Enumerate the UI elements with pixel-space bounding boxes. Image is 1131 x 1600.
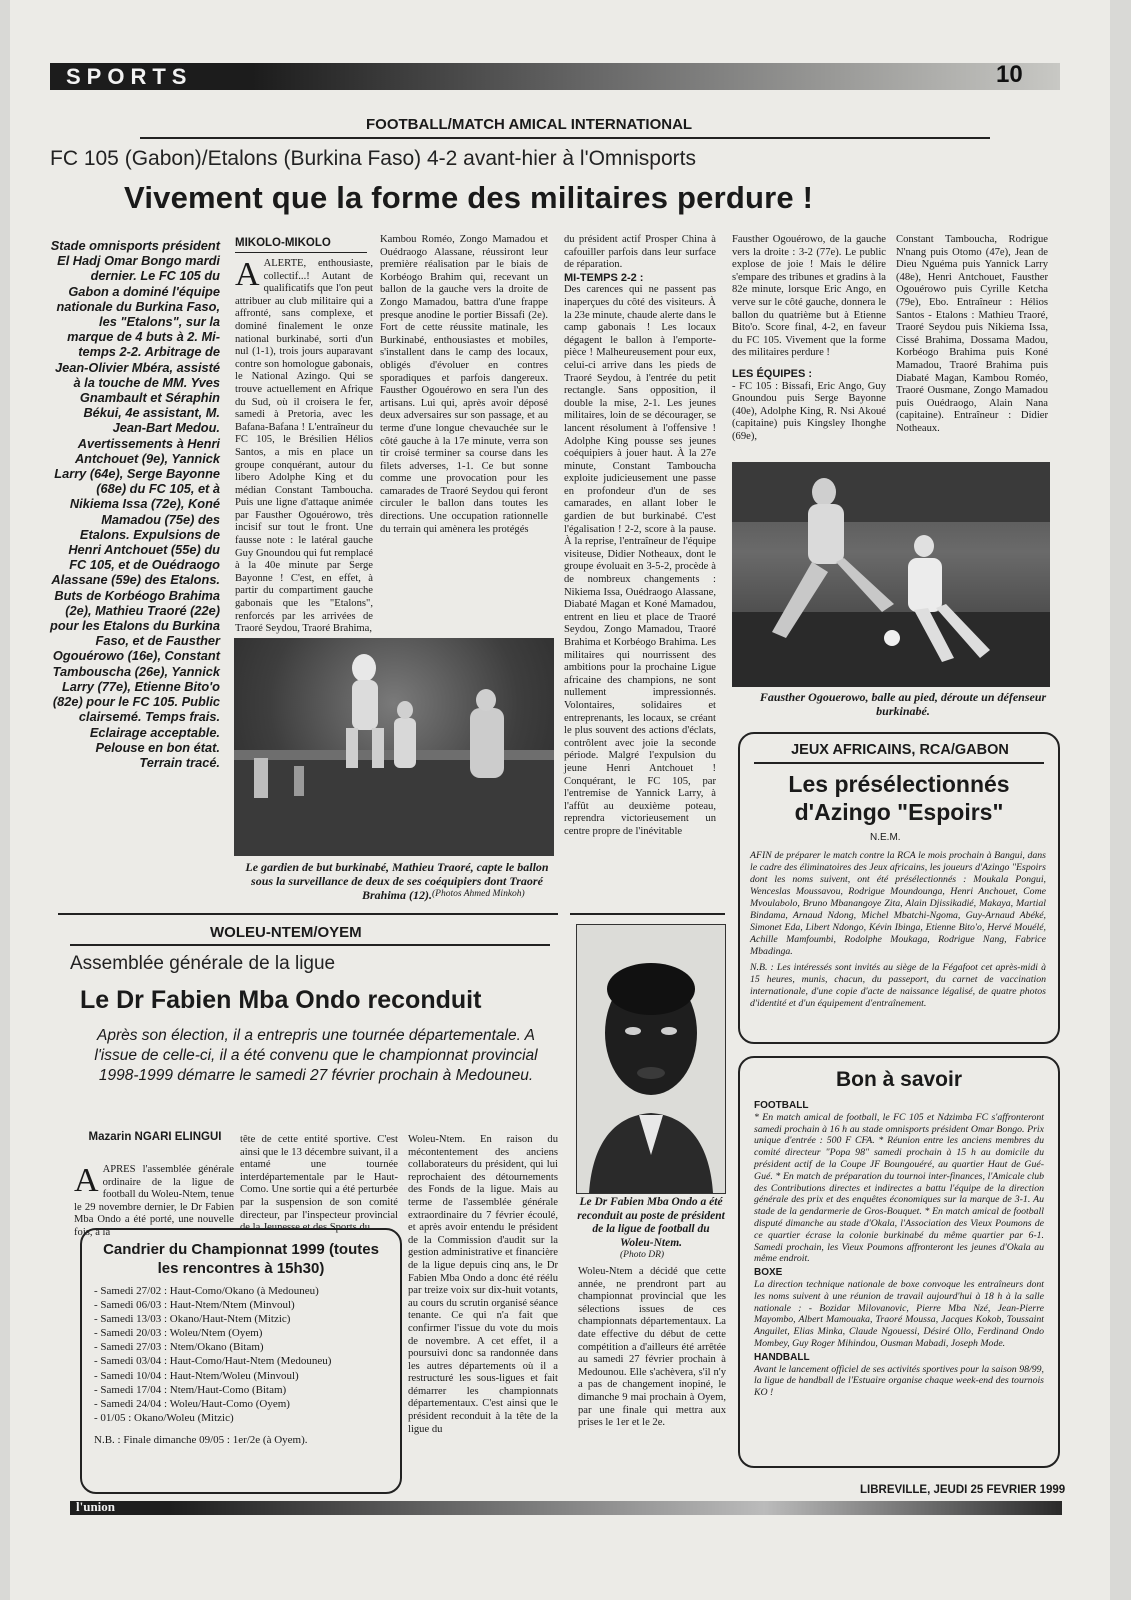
calendar-row: - Samedi 06/03 : Haut-Ntem/Ntem (Minvoul) bbox=[94, 1299, 295, 1312]
calendar-row: - Samedi 17/04 : Ntem/Haut-Como (Bitam) bbox=[94, 1383, 287, 1396]
match-photo-goalkeeper bbox=[234, 638, 554, 856]
article-column-4: Fausther Ogouérowo, de la gauche vers la droite : 3-2 (77e). Le public explose de joie ! Mais le délire s'empare des tribunes et gradins à la 82e minute, lorsque Eric Ango, en verve sur le côté gauche, donnera le ballon du quatrième but à Etienne Bito'o. Score final, 4-2, en faveur du FC 105. Vivement que la forme des militaires perdure ! LES ÉQUIPES : - FC 105 : Bissafi, Eric Ango, Guy Gnoundou puis Serge Bayonne (40e), Adolphe King, R. Nsi Akoué (capitaine) puis Kingsley Ihonghe (69e), bbox=[732, 234, 886, 442]
article-column-5: Constant Tamboucha, Rodrigue N'nang puis Otomo (47e), Jean de Dieu Nguéma puis Yannick Larry (48e), Henri Antchouet, Fausther Ogouérowo puis Cyrille Ketcha (79e), Ebo. Entraîneur : Hélios Santos - Etalons : Mathieu Traoré, Traoré Seydou puis Nikiema Issa, Cissé Brahima, Dossama Madou, Korbéogo Brahima puis Koné Mamadou, Traoré Brahima puis Diabaté Magan, Kambou Roméo, Traoré Ousmane, Zongo Mamadou puis Ouédraogo, Alain Nana (capitaine). Entraîneur : Didier Notheaux. bbox=[896, 234, 1048, 434]
byline: MIKOLO-MIKOLO bbox=[235, 237, 331, 249]
jeux-africains-title: Les présélectionnés d'Azingo "Espoirs" bbox=[788, 771, 1010, 825]
page-number: 10 bbox=[996, 61, 1023, 88]
calendar-row: - Samedi 27/02 : Haut-Como/Okano (à Medouneu) bbox=[94, 1285, 319, 1297]
woleu-kicker-rule bbox=[70, 944, 550, 946]
portrait-photo bbox=[576, 924, 726, 1194]
photo-credit-goalkeeper: (Photos Ahmed Minkoh) bbox=[432, 889, 525, 899]
article-column-2: Kambou Roméo, Zongo Mamadou et Ouédraogo Alassane, réussiront leur première réalisation par le biais de Korbéogo Brahim qui, recevant un ballon de la gauche vers la droite de Zongo Mamadou, battra d'une frappe presque anodine le portier Bissafi (2e). Fort de cette réussite matinale, les Burkinabé, enthousiastes et mobiles, s'installent dans le camp des locaux, obligés d'évoluer en contres sporadiques et parfois dangereux. Fausther Ogouérowo en sera l'un des artisans. Lui qui, après avoir déposé deux adversaires sur son passage, et au terme d'une longue chevauchée sur le côté gauche à la 17e minute, verra son tir croisé terminer sa course dans les filets adverses, 1-1. Ce but sonne comme une provocation pour les camarades de Traoré Seydou qui feront circuler le ballon dans toutes les directions. Une occupation rationnelle du terrain qui amènera les protégés bbox=[380, 234, 548, 535]
woleu-ntem-title: Le Dr Fabien Mba Ondo reconduit bbox=[80, 986, 482, 1014]
jeux-africains-note: N.B. : Les intéressés sont invités au siège de la Fégafoot cet après-midi à 15 heures, munis, chacun, du passeport, du carnet de vaccination internationale, d'une copie d'acte de naissance légalisé, de quatre photos d'identité et d'un équipement d'entraînement. bbox=[750, 962, 1046, 1009]
football-items: * En match amical de football, le FC 105 et Ndzimba FC s'affronteront samedi prochain à 16 h au stade omnisports président Omar Bongo. Prix unique d'entrée : 500 F CFA. * Réunion entre les anciens membres du comité directeur "Popa 98" samedi prochain à 15 h au domicile du président actif de la Coupe JF Boungouéré, au quartier Haut de Gué-Gué. * En match de préparation du tournoi inter-finances, l'Amicale club des Contributions directes et indirectes a battu l'équipe de la direction générale des prix et des enquêtes économiques sur la marque de 3-1. Au stade de la gendarmerie de Gros-Bouquet. * En match amical de football disputé dimanche au stade d'Okala, l'Association des Vieux Poumons de ce quartier écrase la colonie burkinabé du même quartier par 6-1. Samedi prochain, les Vieux Poumons affronteront les jeunes d'Okala au même endroit. bbox=[754, 1111, 1044, 1265]
right-section-divider bbox=[570, 913, 725, 915]
footer-dateline: LIBREVILLE, JEUDI 25 FEVRIER 1999 bbox=[860, 1484, 1066, 1496]
boxe-heading: BOXE bbox=[754, 1267, 783, 1279]
calendar-row: - Samedi 03/04 : Haut-Como/Haut-Ntem (Medouneu) bbox=[94, 1355, 332, 1368]
teams-heading: LES ÉQUIPES : bbox=[732, 367, 813, 380]
photo-caption-dribble: Fausther Ogouerowo, balle au pied, déroute un défenseur burkinabé. bbox=[759, 690, 1047, 718]
calendar-row: - Samedi 10/04 : Haut-Ntem/Woleu (Minvoul) bbox=[94, 1369, 299, 1382]
article-column-1: AALERTE, enthousiaste, collectif...! Autant de qualificatifs que l'on peut attribuer au club militaire qui a affronté, sans complexe, et dominé finalement le onze national burkinabé, sorti d'un nul (1-1), trois jours auparavant contre son homologue gabonais, le National Azingo. Qui se trouve actuellement en Afrique du Sud, où il croisera le fer, samedi à Pretoria, avec les Bafana-Bafana ! L'entraîneur du FC 105, le Brésilien Hélios Santos, a mis en place un groupe conquérant, autour du libero Adolphe King et du médian Constant Tamboucha. Puis une ligne d'attaque animée par Fausther Ogouérowo, très incisif sur tout le front. Une fausse note : le latéral gauche Guy Gnoundou qui fut remplacé à la 40e minute par Serge Bayonne ! C'est, en effet, à partir du compartiment gauche gabonais que les "Etalons", renforcés par les arrivées de Traoré Seydou, Traoré Brahima, bbox=[235, 256, 373, 635]
woleu-column-2: tête de cette entité sportive. C'est ainsi que le 13 décembre suivant, il a entamé une tournée interdépartementale par le Haut-Como. Une sortie qui a été perturbée par la suspension de son comité directeur, par l'inspecteur provincial de la Jeunesse et des Sports du bbox=[240, 1134, 398, 1234]
football-heading: FOOTBALL bbox=[754, 1100, 809, 1111]
calendar-row: - Samedi 13/03 : Okano/Haut-Ntem (Mitzic) bbox=[94, 1313, 291, 1326]
kicker-rule bbox=[140, 137, 990, 139]
woleu-ntem-lead: Après son élection, il a entrepris une tournée départementale. A l'issue de celle-ci, il a été convenu que le championnat provincial 1998-1999 démarre le samedi 27 février prochain à Medouneu. bbox=[94, 1027, 538, 1084]
calendar-row: - Samedi 20/03 : Woleu/Ntem (Oyem) bbox=[94, 1327, 263, 1340]
woleu-ntem-kicker: WOLEU-NTEM/OYEM bbox=[210, 924, 362, 941]
calendar-title: Candrier du Championnat 1999 (toutes les rencontres à 15h30) bbox=[103, 1241, 379, 1277]
portrait-credit: (Photo DR) bbox=[620, 1250, 665, 1260]
article-subtitle: FC 105 (Gabon)/Etalons (Burkina Faso) 4-2 avant-hier à l'Omnisports bbox=[50, 147, 696, 170]
calendar-note: N.B. : Finale dimanche 09/05 : 1er/2e (à Oyem). bbox=[94, 1433, 308, 1446]
calendar-row: - 01/05 : Okano/Woleu (Mitzic) bbox=[94, 1411, 234, 1424]
byline-rule bbox=[235, 252, 367, 253]
section-label: SPORTS bbox=[66, 64, 193, 89]
masthead-logo: l'union bbox=[76, 1499, 116, 1514]
mi-temps-subhead: MI-TEMPS 2-2 : bbox=[564, 271, 644, 284]
photo-caption-goalkeeper: Le gardien de but burkinabé, Mathieu Traoré, capte le ballon sous la surveillance de deux de ses coéquipiers dont Traoré Brahima (12). bbox=[245, 860, 549, 902]
article-column-3: du président actif Prosper China à cafouiller parfois dans leur surface de réparation. MI-TEMPS 2-2 : Des carences qui ne passent pas inaperçues du côté des visiteurs. À la 23e minute, chaude alerte dans le camp gabonais ! Les locaux dégagent le ballon à l'emporte-pièce ! Malheureusement pour eux, celui-ci arrive dans les pieds de Traoré Seydou, à l'entrée du petit rectangle. Sans opposition, il double la mise, 2-1. Les jeunes militaires, loin de se décourager, se lancent résolument à l'offensive ! Adolphe King pousse ses jeunes coéquipiers à jouer haut. À la 27e minute, Constant Tamboucha exploite judicieusement une passe en profondeur d'un de ses camarades, en allant lober le gardien de but burkinabé. C'est l'égalisation ! 2-2, score à la pause. À la reprise, l'entraîneur de l'équipe visiteuse, Didier Notheaux, dont le groupe évoluait en 3-5-2, procède à de nombreux changements : Nikiema Issa, Ouédraogo Alassane, Diabaté Magan et Koné Mamadou, entrent en lieu et place de Traoré Seydou, Zongo Mamadou, Traoré Brahima et Korbéogo Brahima. Les militaires qui nourrissent des ambitions pour la prochaine Ligue africaine des champions, ne sont nullement impressionnés. Volontaires, solidaires et entreprenants, les locaux, se créant le plus souvent des actions d'éclats, contrôlent avec joie la seconde période. Malgré l'expulsion du jeune Henri Antchouet ! Conquérant, le FC 105, par l'entremise de Yannick Larry, à l'affût au deuxième poteau, reprendra victorieusement un centre propre de l'inévitable bbox=[564, 234, 716, 837]
woleu-column-1: AAPRES l'assemblée générale ordinaire de la ligue de football du Woleu-Ntem, tenue le 29 novembre dernier, le Dr Fabien Mba Ondo a été porté, une nouvelle fois, à la bbox=[74, 1162, 234, 1238]
handball-heading: HANDBALL bbox=[754, 1351, 810, 1363]
footer-bar bbox=[70, 1501, 1062, 1515]
portrait-graphic bbox=[577, 925, 725, 1193]
calendar-rows bbox=[94, 1284, 392, 1447]
woleu-column-4: Woleu-Ntem a décidé que cette année, ne prendront part au championnat provincial que les sélections issues de ces championnats départementaux. La date effective du début de cette compétition a d'ailleurs été arrêtée au samedi 27 février prochain à Medounou. Elle s'achèvera, s'il n'y a pas de changement inopiné, le dimanche 9 mai prochain à Oyem, par une finale qui mettra aux prises le 1er et le 2e. bbox=[578, 1266, 726, 1429]
jeux-africains-body: AFIN de préparer le match contre la RCA le mois prochain à Bangui, dans le cadre des éliminatoires des Jeux africains, les joueurs d'Azingo "Espoirs dont les noms suivent, ont été présélectionnés : Moukala Pongui, Wenceslas Moussavou, Rodrigue Moundounga, Henri Anchouet, Come Mvoulabolo, Bruno Mbanangoye Zita, Alain Djissikadié, Makaya, Martial Bindama, Arnaud Ndong, Michel Mbatchi-Ngoma, Guy-Arnaud Abéké, Simonet Eda, Libert Ndongo, Kévin Ibinga, Etienne Bito'o, Hervé Mouélé, Achille Mamfoumbi, Rodolphe Moukaga, Rodrigue Nang, Fabrice Mbadinga. bbox=[750, 850, 1046, 957]
match-summary: Stade omnisports président El Hadj Omar Bongo mardi dernier. Le FC 105 du Gabon a dominé l'équipe nationale du Burkina Faso, les "Etalons", sur la marque de 4 buts à 2. Mi-temps 2-2. Arbitrage de Jean-Olivier Mbéra, assisté à la touche de MM. Yves Gnambault et Séraphin Békui, 4e assistant, M. Jean-Bart Medou. Avertissements à Henri Antchouet (9e), Yannick Larry (64e), Serge Bayonne (68e) du FC 105, et à Nikiema Issa (72e), Koné Mamadou (75e) des Etalons. Expulsions de Henri Antchouet (55e) du FC 105, et de Ouédraogo Alassane (59e) des Etalons. Buts de Korbéogo Brahima (2e), Mathieu Traoré (22e) pour les Etalons du Burkina Faso, et de Fausther Ogouérowo (16e), Constant Tambouscha (26e), Yannick Larry (77e), Etienne Bito'o (82e) pour le FC 105. Public clairsemé. Temps frais. Eclairage acceptable. Pelouse en bon état. Terrain tracé. bbox=[50, 238, 220, 770]
bon-a-savoir-body bbox=[754, 1100, 1044, 1460]
newspaper-page bbox=[10, 0, 1110, 1600]
article-kicker: FOOTBALL/MATCH AMICAL INTERNATIONAL bbox=[366, 116, 693, 133]
dribble-scene-graphic bbox=[732, 462, 1050, 687]
calendar-row: - Samedi 24/04 : Woleu/Haut-Como (Oyem) bbox=[94, 1397, 290, 1410]
calendar-row: - Samedi 27/03 : Ntem/Okano (Bitam) bbox=[94, 1341, 264, 1354]
woleu-column-3: Woleu-Ntem. En raison du mécontentement des anciens collaborateurs du président, qui lui reprochaient des détournements des Fonds de la ligue. Mais au terme de l'assemblée générale extraordinaire du 7 février écoulé, et après avoir entendu le président de la Commission d'audit sur la gestion administrative et financière de la ligue depuis cinq ans, le Dr Fabien Mba Ondo a donc été réélu par treize voix sur dix-huit votants, au cours du scrutin organisé séance tenante. Ce qui n'a fait que confirmer l'issue du vote du mois de novembre. A cet effet, il a poursuivi donc sa randonnée dans les autres départements où il a restructuré les sous-ligues et fait démarrer les championnats départementaux. C'est ainsi que le président reconduit à la tête de la ligue du bbox=[408, 1134, 558, 1435]
portrait-caption: Le Dr Fabien Mba Ondo a été reconduit au poste de président de la ligue de football du Woleu-Ntem. bbox=[577, 1196, 725, 1249]
jeux-kicker-rule bbox=[754, 762, 1044, 764]
match-photo-dribble bbox=[732, 462, 1050, 687]
jeux-africains-byline: N.E.M. bbox=[870, 832, 901, 843]
section-divider bbox=[58, 913, 558, 915]
bon-a-savoir-title: Bon à savoir bbox=[835, 1068, 963, 1091]
woleu-ntem-subtitle: Assemblée générale de la ligue bbox=[70, 953, 336, 974]
section-header-bar bbox=[50, 63, 1060, 90]
jeux-africains-kicker: JEUX AFRICAINS, RCA/GABON bbox=[791, 742, 1009, 758]
goalkeeper-scene-graphic bbox=[234, 638, 554, 856]
handball-items: Avant le lancement officiel de ses activités sportives pour la saison 98/99, la ligue de handball de l'Estuaire organise chaque week-end des tournois KO ! bbox=[754, 1363, 1044, 1399]
boxe-items: La direction technique nationale de boxe convoque les entraîneurs dont les noms suivent à une réunion de travail aujourd'hui à 18 h à la salle nationale : - Bozidar Milovanovic, Pierre Mba Nzé, Jean-Pierre Mayombo, Albert Mamouaka, Traoré Moussa, Jacques Kokob, Toussaint Anguilet, Elias Minka, Claude Ngouessi, Désiré Ollo, Ferdinand Ondo Mombey, Guy Roger Mihindou, Ousman Mabadi, Joseph Mode. bbox=[754, 1278, 1044, 1349]
woleu-ntem-byline: Mazarin NGARI ELINGUI bbox=[88, 1131, 222, 1143]
article-title: Vivement que la forme des militaires perdure ! bbox=[124, 180, 814, 215]
